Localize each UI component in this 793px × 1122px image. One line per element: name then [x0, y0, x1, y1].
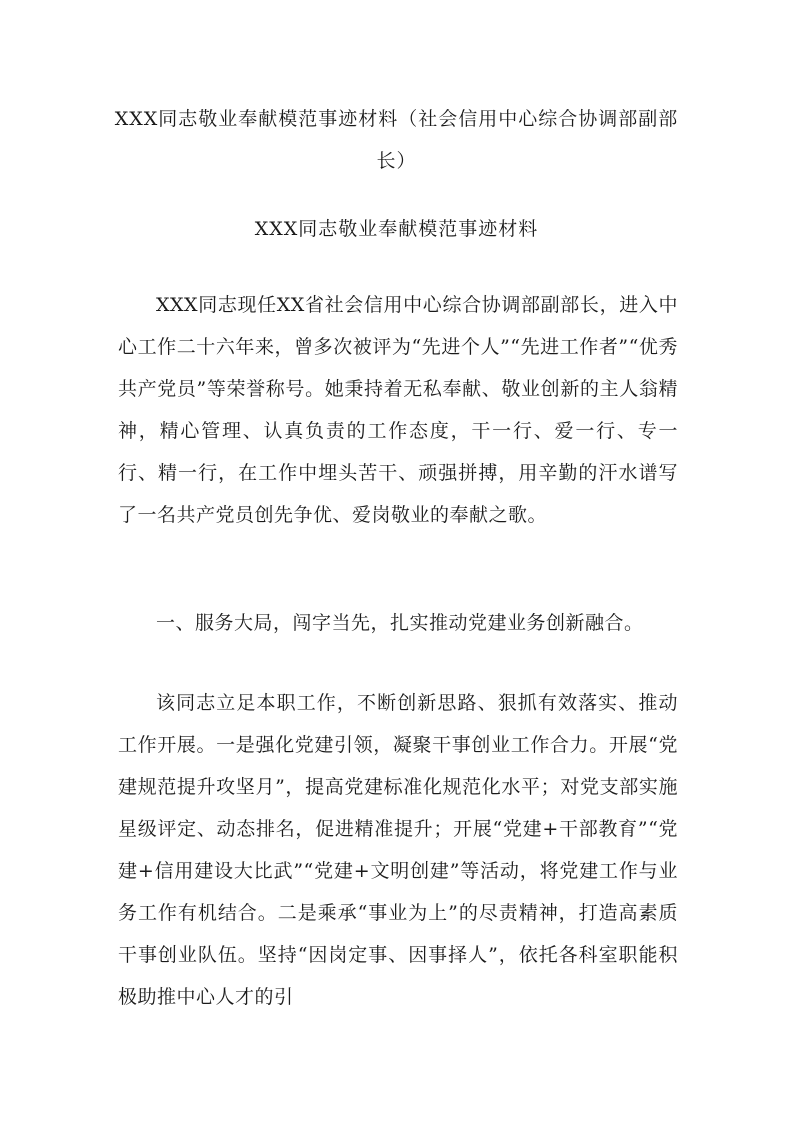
document-title: XXX同志敬业奉献模范事迹材料（社会信用中心综合协调部副部长）	[114, 108, 679, 172]
section-heading-1: 一、服务大局，闯字当先，扎实推动党建业务创新融合。	[156, 612, 644, 634]
intro-paragraph: XXX同志现任XX省社会信用中心综合协调部副部长，进入中心工作二十六年来，曾多次被评为“先进个人”“先进工作者”“优秀共产党员”等荣誉称号。她秉持着无私奉献、敬业创新的主人翁精神，精心管理、认真负责的工作态度，干一行、爱一行、专一行、精一行，在工作中埋头苦干、顽强拼搏，用辛勤的汗水谱写了一名共产党员创先争优、爱岗敬业的奉献之歌。	[118, 294, 678, 526]
document-subtitle: XXX同志敬业奉献模范事迹材料	[254, 218, 539, 240]
body-paragraph-2: 该同志立足本职工作，不断创新思路、狠抓有效落实、推动工作开展。一是强化党建引领，凝聚干事创业工作合力。开展“党建规范提升攻坚月”，提高党建标准化规范化水平；对党支部实施星级评定、动态排名，促进精准提升；开展“党建+干部教育”“党建+信用建设大比武”“党建+文明创建”等活动，将党建工作与业务工作有机结合。二是乘承“事业为上”的尽责精神，打造高素质干事创业队伍。坚持“因岗定事、因事择人”，依托各科室职能积极助推中心人才的引	[118, 692, 678, 1008]
